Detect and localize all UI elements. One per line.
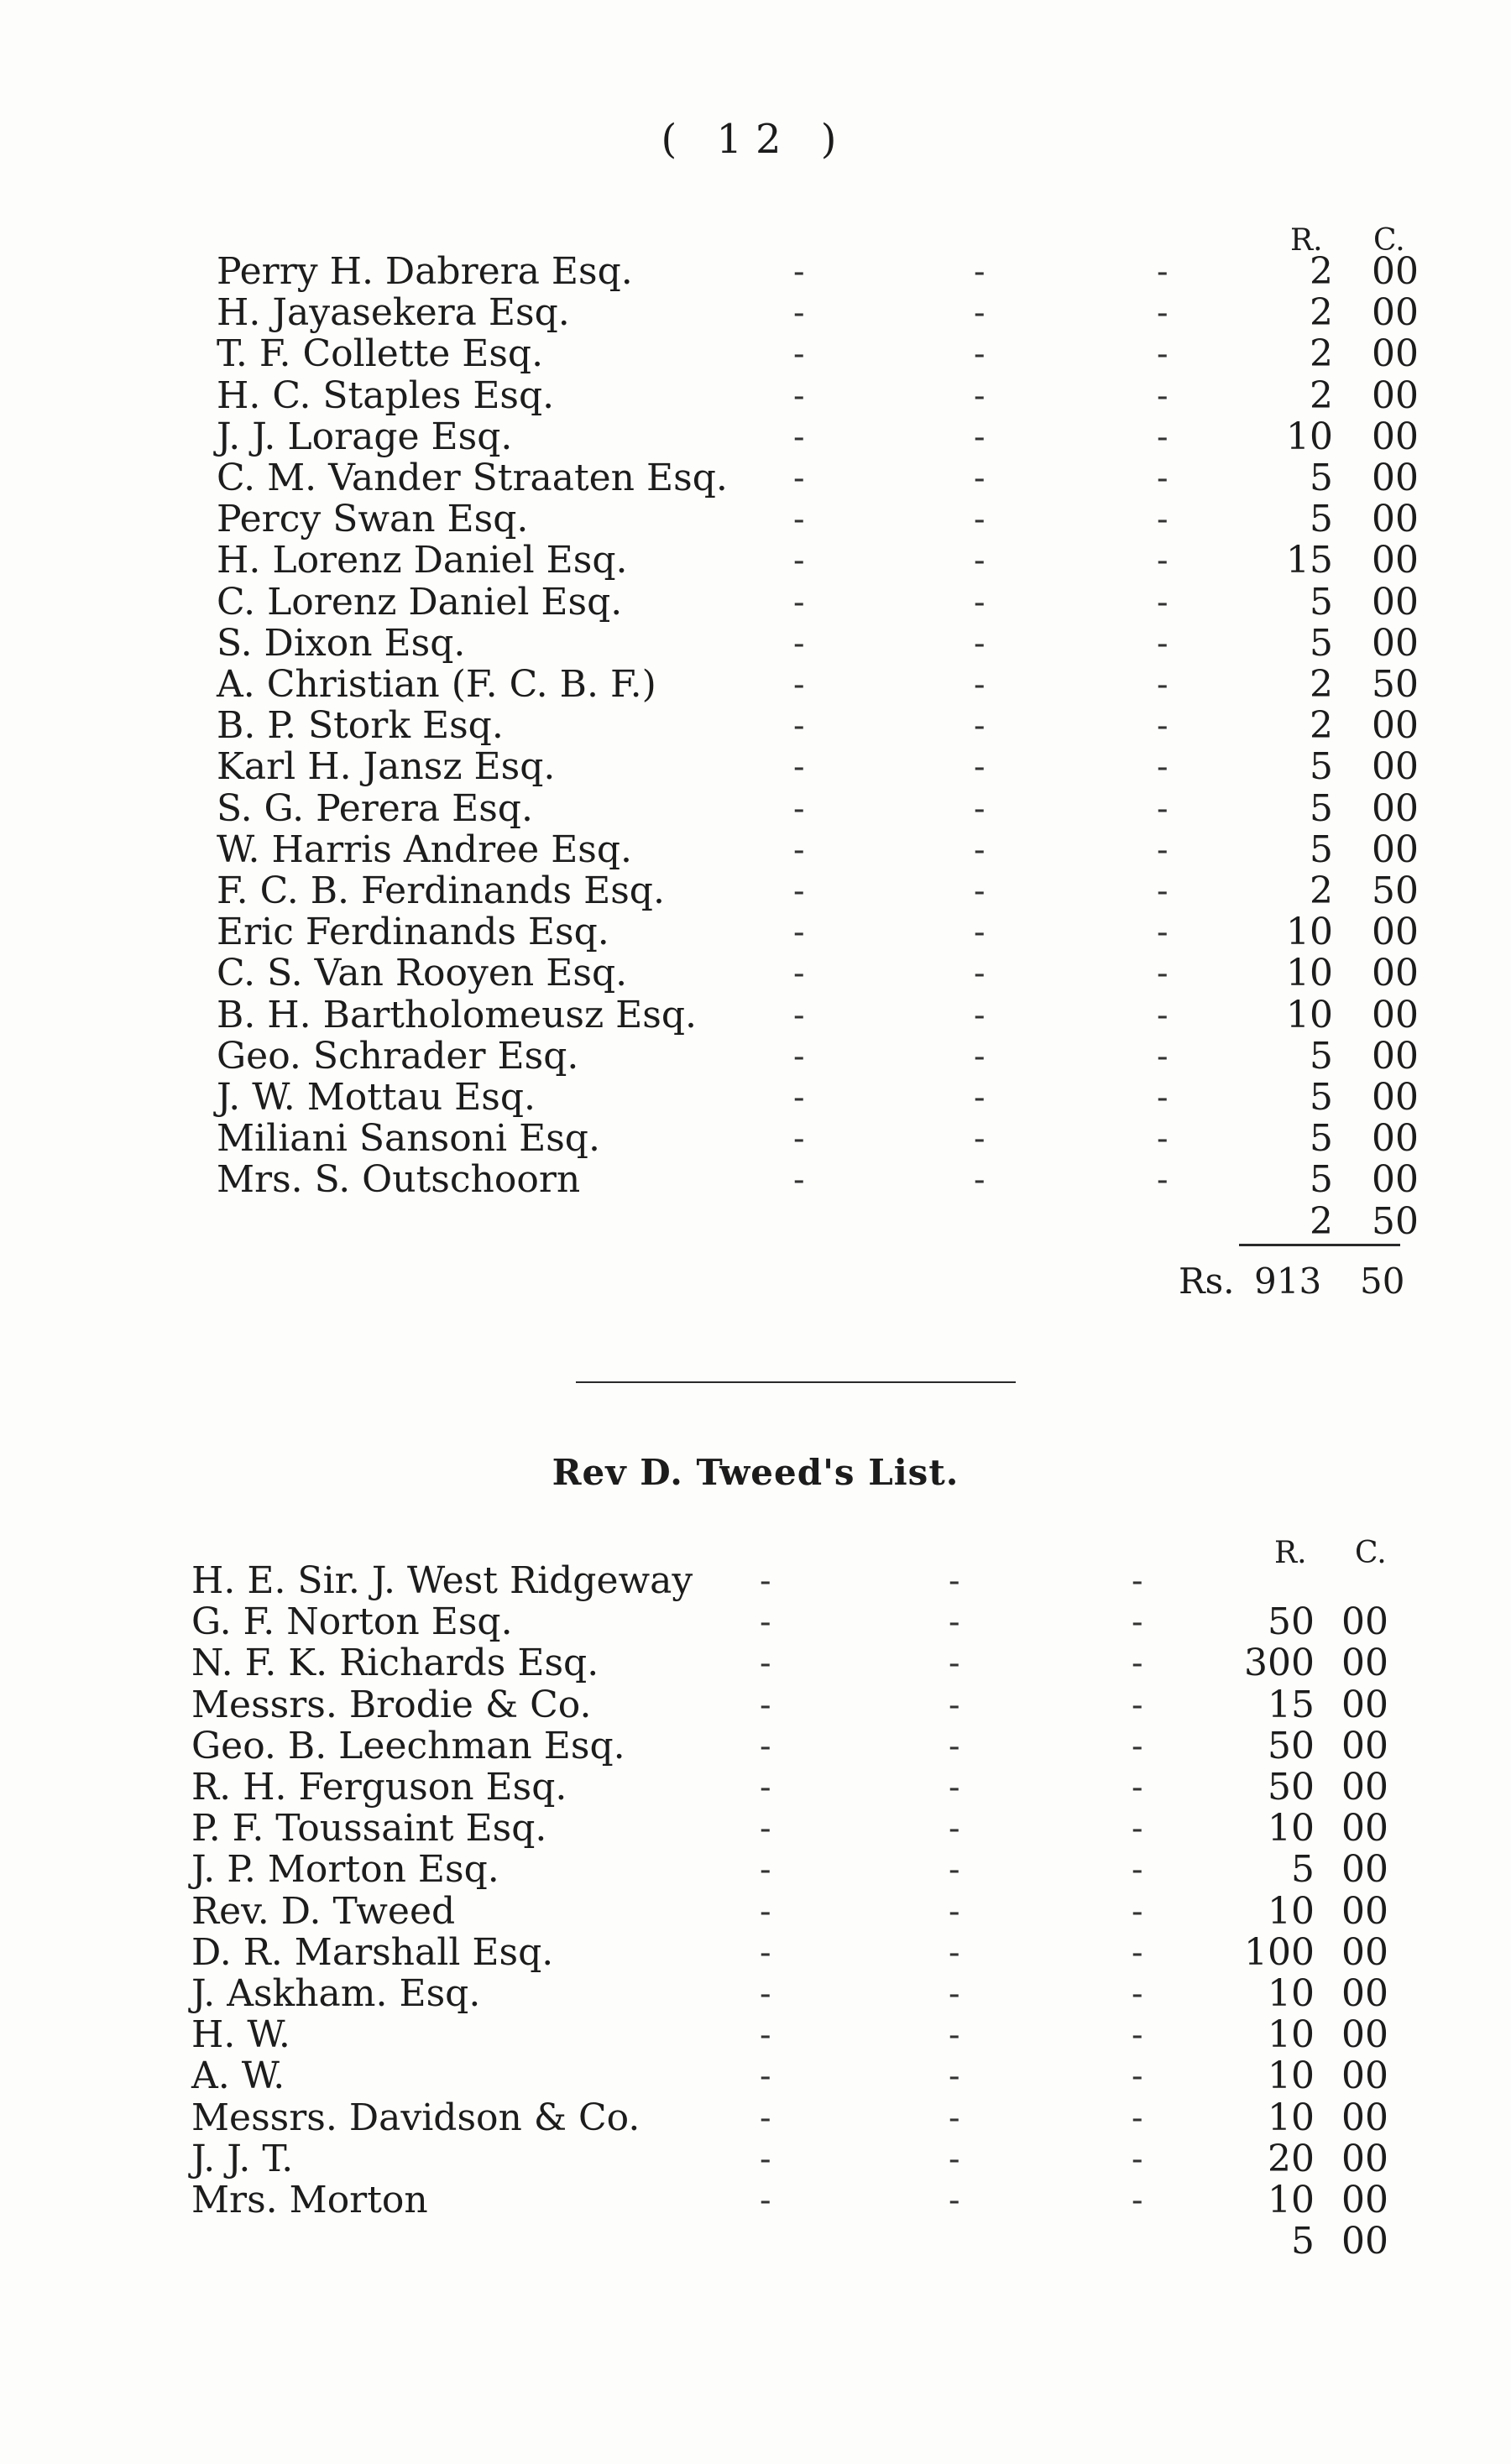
leader-dash: - — [760, 1726, 771, 1766]
amount-rupees: 5 — [1310, 621, 1333, 665]
amount-cents: 00 — [1372, 250, 1419, 293]
amount-rupees: 15 — [1268, 1683, 1315, 1726]
leader-dash: - — [974, 253, 986, 291]
donor-name: D. R. Marshall Esq. — [191, 1930, 554, 1974]
leader-dash: - — [974, 582, 986, 622]
table-row — [217, 252, 1427, 292]
leader-dash: - — [1157, 253, 1169, 291]
leader-dash: - — [793, 789, 805, 828]
donor-name: A. Christian (F. C. B. F.) — [217, 663, 656, 706]
leader-dash: - — [793, 1161, 805, 1200]
donor-name: H. W. — [191, 2013, 290, 2057]
list2-header-rupees: R. — [1274, 1536, 1307, 1570]
leader-dash: - — [793, 954, 805, 994]
leader-dash: - — [793, 500, 805, 540]
amount-cents: 00 — [1341, 1642, 1388, 1685]
leader-dash: - — [793, 459, 805, 498]
amount-rupees: 10 — [1268, 1807, 1315, 1851]
leader-dash: - — [793, 707, 805, 746]
leader-dash: - — [1157, 1078, 1169, 1117]
leader-dash: - — [760, 1603, 771, 1642]
leader-dash: - — [793, 376, 805, 415]
leader-dash: - — [1157, 995, 1169, 1035]
leader-dash: - — [974, 995, 986, 1035]
leader-dash: - — [1157, 1161, 1169, 1200]
leader-dash: - — [793, 253, 805, 291]
amount-rupees: 10 — [1268, 2013, 1315, 2057]
donor-name: B. P. Stork Esq. — [217, 704, 504, 748]
leader-dash: - — [974, 541, 986, 581]
leader-dash: - — [760, 1685, 771, 1725]
amount-cents: 00 — [1372, 704, 1419, 748]
amount-cents: 00 — [1341, 2054, 1388, 2098]
leader-dash: - — [760, 2057, 771, 2096]
donor-name: Messrs. Brodie & Co. — [191, 1683, 592, 1726]
donor-name: Eric Ferdinands Esq. — [217, 911, 609, 954]
leader-dash: - — [1157, 376, 1169, 415]
amount-rupees: 10 — [1268, 1972, 1315, 2015]
leader-dash: - — [760, 1809, 771, 1849]
leader-dash: - — [793, 417, 805, 457]
donor-name: Percy Swan Esq. — [217, 498, 529, 541]
leader-dash: - — [793, 913, 805, 953]
amount-cents: 50 — [1372, 1199, 1419, 1243]
leader-dash: - — [793, 1078, 805, 1117]
leader-dash: - — [1132, 1933, 1143, 1972]
amount-rupees: 2 — [1310, 869, 1333, 912]
table-row — [217, 827, 1427, 871]
amount-rupees: 20 — [1268, 2137, 1315, 2180]
leader-dash: - — [793, 748, 805, 787]
leader-dash: - — [1157, 459, 1169, 498]
leader-dash: - — [949, 1562, 960, 1600]
leader-dash: - — [974, 1161, 986, 1200]
donor-name: C. M. Vander Straaten Esq. — [217, 457, 728, 499]
leader-dash: - — [760, 1644, 771, 1684]
leader-dash: - — [949, 1768, 960, 1807]
table-row — [191, 1930, 1427, 1974]
leader-dash: - — [974, 1120, 986, 1159]
leader-dash: - — [949, 1892, 960, 1931]
amount-cents: 00 — [1372, 415, 1419, 458]
total-label: Rs. — [1179, 1261, 1235, 1302]
total-rule — [1239, 1244, 1400, 1246]
table-row — [217, 995, 1427, 1036]
donor-name: A. W. — [191, 2054, 285, 2098]
table-row — [191, 2221, 1427, 2262]
table-row — [191, 1726, 1427, 1767]
amount-rupees: 10 — [1286, 952, 1333, 995]
leader-dash: - — [1157, 707, 1169, 746]
amount-rupees: 15 — [1286, 539, 1333, 582]
amount-cents: 00 — [1341, 1930, 1388, 1974]
amount-cents: 00 — [1341, 1766, 1388, 1809]
table-row — [217, 293, 1427, 333]
table-row — [217, 706, 1427, 746]
table-row — [217, 1119, 1427, 1159]
leader-dash: - — [760, 1975, 771, 2013]
amount-cents: 00 — [1372, 621, 1419, 665]
leader-dash: - — [974, 500, 986, 540]
donor-name: J. J. T. — [191, 2137, 294, 2180]
donor-name: T. F. Collette Esq. — [217, 332, 544, 376]
table-row — [191, 2139, 1427, 2179]
table-row — [191, 2180, 1427, 2221]
table-row — [217, 912, 1427, 953]
leader-dash: - — [974, 830, 986, 869]
leader-dash: - — [1132, 1892, 1143, 1931]
leader-dash: - — [1157, 954, 1169, 994]
donor-name: Messrs. Davidson & Co. — [191, 2096, 640, 2139]
leader-dash: - — [1157, 748, 1169, 787]
list2-header-cents: C. — [1355, 1536, 1387, 1570]
donor-name: J. Askham. Esq. — [191, 1972, 481, 2015]
leader-dash: - — [1157, 789, 1169, 828]
amount-rupees: 5 — [1291, 1848, 1315, 1892]
amount-rupees: 10 — [1268, 1889, 1315, 1933]
leader-dash: - — [949, 1685, 960, 1725]
amount-rupees: 50 — [1268, 1766, 1315, 1809]
amount-cents: 00 — [1341, 1848, 1388, 1892]
leader-dash: - — [949, 1809, 960, 1849]
donor-name: C. S. Van Rooyen Esq. — [217, 952, 628, 995]
leader-dash: - — [974, 954, 986, 994]
table-row — [217, 540, 1427, 581]
total-rupees: 913 — [1254, 1261, 1322, 1302]
leader-dash: - — [1132, 1851, 1143, 1890]
table-row — [191, 1685, 1427, 1725]
leader-dash: - — [1132, 1685, 1143, 1725]
table-row — [217, 582, 1427, 623]
leader-dash: - — [793, 1120, 805, 1159]
amount-cents: 00 — [1341, 1807, 1388, 1851]
leader-dash: - — [1157, 582, 1169, 622]
leader-dash: - — [1132, 2139, 1143, 2179]
leader-dash: - — [793, 830, 805, 869]
leader-dash: - — [974, 872, 986, 911]
leader-dash: - — [1132, 1975, 1143, 2013]
amount-cents: 00 — [1372, 498, 1419, 541]
table-row — [217, 334, 1427, 374]
leader-dash: - — [1157, 624, 1169, 663]
leader-dash: - — [1157, 500, 1169, 540]
donor-name: S. Dixon Esq. — [217, 621, 466, 665]
amount-rupees: 5 — [1310, 498, 1333, 541]
leader-dash: - — [949, 2057, 960, 2096]
leader-dash: - — [949, 1726, 960, 1766]
amount-cents: 00 — [1372, 291, 1419, 335]
table-row — [191, 2056, 1427, 2096]
leader-dash: - — [793, 1036, 805, 1076]
leader-dash: - — [949, 1603, 960, 1642]
donor-name: Karl H. Jansz Esq. — [217, 745, 556, 789]
donor-name: F. C. B. Ferdinands Esq. — [217, 869, 665, 912]
donor-name: B. H. Bartholomeusz Esq. — [217, 993, 698, 1036]
donor-name: P. F. Toussaint Esq. — [191, 1807, 547, 1851]
table-row — [191, 1602, 1427, 1642]
amount-rupees: 5 — [1310, 1117, 1333, 1161]
leader-dash: - — [793, 995, 805, 1035]
amount-cents: 00 — [1372, 1076, 1419, 1119]
leader-dash: - — [793, 335, 805, 374]
leader-dash: - — [1157, 417, 1169, 457]
leader-dash: - — [1132, 2057, 1143, 2096]
leader-dash: - — [760, 2181, 771, 2220]
leader-dash: - — [1132, 1562, 1143, 1600]
table-row — [217, 786, 1427, 830]
leader-dash: - — [974, 707, 986, 746]
leader-dash: - — [760, 1851, 771, 1890]
list2-title: Rev D. Tweed's List. — [552, 1452, 959, 1493]
leader-dash: - — [949, 1933, 960, 1972]
amount-cents: 00 — [1341, 2220, 1388, 2263]
table-row — [217, 1078, 1427, 1118]
leader-dash: - — [974, 913, 986, 953]
leader-dash: - — [974, 459, 986, 498]
donor-name: R. H. Ferguson Esq. — [191, 1766, 567, 1809]
list1-header-rupees: R. — [1290, 223, 1323, 258]
table-row — [217, 373, 1427, 417]
donor-name: Geo. Schrader Esq. — [217, 1034, 579, 1078]
amount-rupees: 5 — [1310, 1158, 1333, 1202]
amount-rupees: 5 — [1310, 1076, 1333, 1119]
amount-cents: 00 — [1341, 2013, 1388, 2057]
donor-name: N. F. K. Richards Esq. — [191, 1642, 599, 1685]
leader-dash: - — [760, 1562, 771, 1600]
table-row — [217, 953, 1427, 994]
amount-cents: 00 — [1372, 457, 1419, 499]
leader-dash: - — [1132, 1603, 1143, 1642]
table-row — [191, 2015, 1427, 2055]
table-row — [191, 1809, 1427, 1849]
table-row — [217, 747, 1427, 787]
amount-cents: 00 — [1372, 952, 1419, 995]
amount-rupees: 10 — [1286, 911, 1333, 954]
leader-dash: - — [793, 294, 805, 333]
amount-rupees: 5 — [1291, 2220, 1315, 2263]
amount-cents: 00 — [1372, 1158, 1419, 1202]
leader-dash: - — [949, 2181, 960, 2220]
amount-rupees: 2 — [1310, 1199, 1333, 1243]
table-row — [191, 1643, 1427, 1684]
table-row — [217, 499, 1427, 540]
leader-dash: - — [974, 1036, 986, 1076]
leader-dash: - — [1157, 541, 1169, 581]
donor-name: W. Harris Andree Esq. — [217, 827, 633, 871]
amount-cents: 00 — [1372, 1117, 1419, 1161]
donor-name: C. Lorenz Daniel Esq. — [217, 580, 623, 624]
leader-dash: - — [949, 1851, 960, 1890]
amount-cents: 00 — [1341, 1724, 1388, 1767]
leader-dash: - — [974, 748, 986, 787]
amount-rupees: 50 — [1268, 1600, 1315, 1644]
total-cents: 50 — [1360, 1261, 1405, 1302]
amount-rupees: 5 — [1310, 1034, 1333, 1078]
donor-name: Mrs. Morton — [191, 2179, 428, 2221]
donor-name: J. P. Morton Esq. — [191, 1848, 499, 1892]
leader-dash: - — [949, 1644, 960, 1684]
leader-dash: - — [974, 1078, 986, 1117]
leader-dash: - — [974, 789, 986, 828]
donor-name: H. E. Sir. J. West Ridgeway — [191, 1559, 693, 1602]
leader-dash: - — [949, 2098, 960, 2138]
amount-rupees: 2 — [1310, 332, 1333, 376]
leader-dash: - — [1132, 1809, 1143, 1849]
donor-name: Miliani Sansoni Esq. — [217, 1117, 600, 1161]
amount-cents: 00 — [1372, 332, 1419, 376]
donor-name: J. J. Lorage Esq. — [217, 415, 513, 458]
table-row — [217, 1036, 1427, 1077]
table-row — [191, 1889, 1427, 1933]
amount-rupees: 5 — [1310, 457, 1333, 499]
leader-dash: - — [949, 2016, 960, 2055]
amount-rupees: 10 — [1268, 2179, 1315, 2221]
donor-name: J. W. Mottau Esq. — [217, 1076, 536, 1119]
amount-rupees: 2 — [1310, 373, 1333, 417]
section-divider — [576, 1381, 1016, 1383]
leader-dash: - — [1132, 2181, 1143, 2220]
amount-cents: 00 — [1341, 2179, 1388, 2221]
leader-dash: - — [1157, 1036, 1169, 1076]
amount-cents: 00 — [1372, 786, 1419, 830]
table-row — [217, 458, 1427, 499]
leader-dash: - — [793, 666, 805, 704]
leader-dash: - — [760, 1768, 771, 1807]
leader-dash: - — [760, 1892, 771, 1931]
table-row — [217, 871, 1427, 911]
leader-dash: - — [1132, 1644, 1143, 1684]
leader-dash: - — [974, 417, 986, 457]
table-row — [191, 2098, 1427, 2138]
amount-rupees: 5 — [1310, 786, 1333, 830]
leader-dash: - — [793, 872, 805, 911]
leader-dash: - — [974, 335, 986, 374]
table-row — [217, 1160, 1427, 1200]
amount-rupees: 5 — [1310, 745, 1333, 789]
leader-dash: - — [974, 624, 986, 663]
amount-rupees: 10 — [1268, 2096, 1315, 2139]
table-row — [191, 1974, 1427, 2014]
leader-dash: - — [1132, 1768, 1143, 1807]
amount-rupees: 50 — [1268, 1724, 1315, 1767]
leader-dash: - — [949, 1975, 960, 2013]
amount-cents: 50 — [1372, 663, 1419, 706]
amount-rupees: 10 — [1286, 415, 1333, 458]
amount-rupees: 5 — [1310, 580, 1333, 624]
page-number: ( 12 ) — [661, 116, 850, 163]
amount-rupees: 2 — [1310, 250, 1333, 293]
amount-cents: 00 — [1372, 827, 1419, 871]
amount-cents: 00 — [1341, 1683, 1388, 1726]
donor-name: H. Jayasekera Esq. — [217, 291, 570, 335]
leader-dash: - — [1132, 2016, 1143, 2055]
leader-dash: - — [1132, 2098, 1143, 2138]
leader-dash: - — [949, 2139, 960, 2179]
table-row — [217, 1199, 1427, 1243]
leader-dash: - — [1157, 830, 1169, 869]
leader-dash: - — [760, 2016, 771, 2055]
amount-rupees: 10 — [1286, 993, 1333, 1036]
amount-cents: 00 — [1372, 539, 1419, 582]
amount-cents: 00 — [1341, 2137, 1388, 2180]
leader-dash: - — [760, 1933, 771, 1972]
leader-dash: - — [1157, 335, 1169, 374]
leader-dash: - — [974, 376, 986, 415]
amount-cents: 00 — [1341, 1600, 1388, 1644]
amount-rupees: 10 — [1268, 2054, 1315, 2098]
amount-rupees: 5 — [1310, 827, 1333, 871]
leader-dash: - — [1157, 294, 1169, 333]
amount-rupees: 2 — [1310, 704, 1333, 748]
table-row — [217, 621, 1427, 665]
donor-name: Perry H. Dabrera Esq. — [217, 250, 633, 293]
leader-dash: - — [974, 666, 986, 704]
amount-cents: 00 — [1372, 373, 1419, 417]
donor-name: Rev. D. Tweed — [191, 1889, 456, 1933]
amount-cents: 00 — [1341, 1889, 1388, 1933]
leader-dash: - — [1157, 1120, 1169, 1159]
amount-cents: 00 — [1372, 1034, 1419, 1078]
table-row — [191, 1850, 1427, 1890]
amount-rupees: 2 — [1310, 291, 1333, 335]
amount-rupees: 300 — [1244, 1642, 1315, 1685]
amount-cents: 00 — [1341, 2096, 1388, 2139]
leader-dash: - — [793, 582, 805, 622]
amount-cents: 00 — [1372, 911, 1419, 954]
table-row — [191, 1767, 1427, 1808]
amount-cents: 00 — [1372, 580, 1419, 624]
table-row — [217, 417, 1427, 457]
donor-name: G. F. Norton Esq. — [191, 1600, 513, 1644]
leader-dash: - — [760, 2098, 771, 2138]
leader-dash: - — [1157, 666, 1169, 704]
leader-dash: - — [974, 294, 986, 333]
amount-rupees: 100 — [1244, 1930, 1315, 1974]
leader-dash: - — [1157, 913, 1169, 953]
amount-cents: 00 — [1372, 745, 1419, 789]
donor-name: Mrs. S. Outschoorn — [217, 1158, 581, 1202]
donor-name: S. G. Perera Esq. — [217, 786, 533, 830]
table-row — [217, 665, 1427, 705]
table-row — [191, 1561, 1427, 1601]
leader-dash: - — [1132, 1726, 1143, 1766]
donor-name: Geo. B. Leechman Esq. — [191, 1724, 625, 1767]
leader-dash: - — [1157, 872, 1169, 911]
amount-cents: 50 — [1372, 869, 1419, 912]
donor-name: H. C. Staples Esq. — [217, 373, 555, 417]
amount-cents: 00 — [1372, 993, 1419, 1036]
leader-dash: - — [793, 624, 805, 663]
leader-dash: - — [793, 541, 805, 581]
amount-cents: 00 — [1341, 1972, 1388, 2015]
list1-header-cents: C. — [1373, 223, 1405, 258]
leader-dash: - — [760, 2139, 771, 2179]
amount-rupees: 2 — [1310, 663, 1333, 706]
donor-name: H. Lorenz Daniel Esq. — [217, 539, 628, 582]
